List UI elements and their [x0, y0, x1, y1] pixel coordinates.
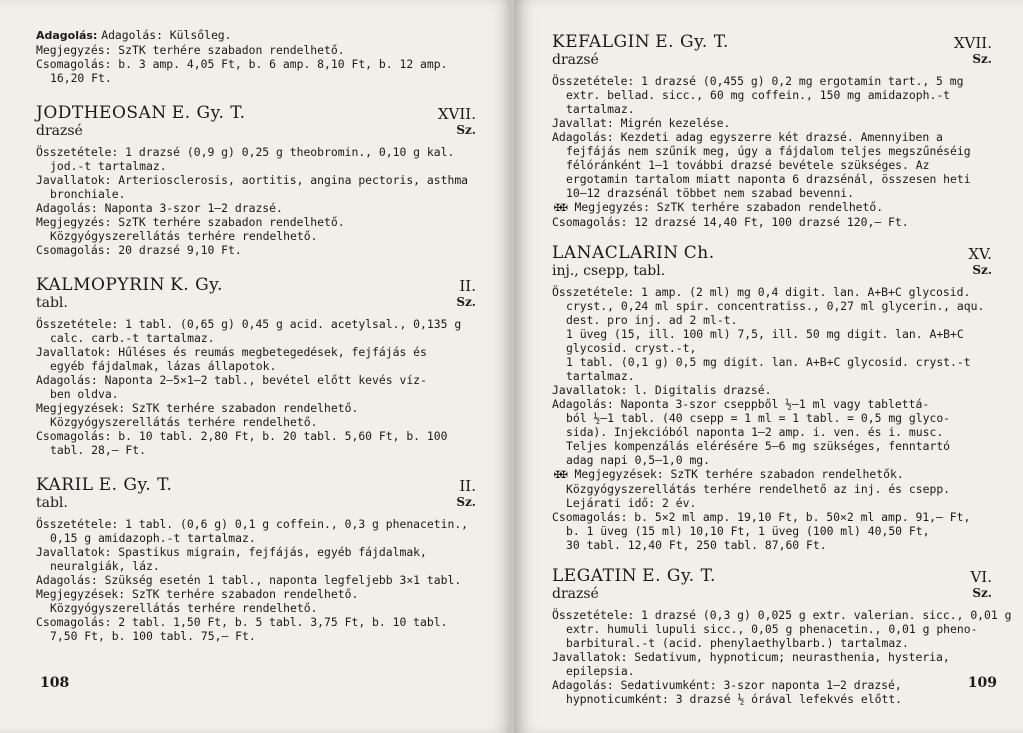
text-line: Csomagolás: 2 tabl. 1,50 Ft, b. 5 tabl. 3,75 Ft, b. 10 tabl.	[36, 615, 448, 629]
drug-group: XV.	[968, 245, 992, 263]
drug-group: XVII.	[953, 34, 992, 52]
drug-group: II.	[459, 277, 476, 295]
drug-form-row	[552, 586, 992, 604]
drug-details	[36, 145, 476, 257]
drug-header	[36, 103, 476, 123]
text-line: Javallatok: Hűléses és reumás megbetegedések, fejfájás és	[36, 345, 427, 359]
text-line: Megjegyzések: SzTK terhére szabadon rendelhető.	[36, 587, 359, 601]
text-line: Csomagolás: b. 3 amp. 4,05 Ft, b. 6 amp. 8,10 Ft, b. 12 amp.	[36, 57, 448, 71]
drug-entry-lanaclarin	[552, 243, 992, 552]
text-line: Csomagolás: b. 10 tabl. 2,80 Ft, b. 20 tabl. 5,60 Ft, b. 100	[36, 429, 448, 443]
drug-name: JODTHEOSAN	[36, 103, 167, 123]
text-line: ben oldva.	[50, 387, 119, 401]
text-line: Lejárati idő: 2 év.	[566, 496, 697, 510]
text-line: Csomagolás: 12 drazsé 14,40 Ft, 100 drazsé 120,— Ft.	[552, 215, 909, 229]
text-line: tartalmaz.	[566, 102, 635, 116]
drug-maker: E. Gy. T.	[642, 566, 716, 586]
drug-header	[552, 243, 992, 263]
text-line: 7,50 Ft, b. 100 tabl. 75,— Ft.	[50, 629, 256, 643]
cross-symbol-icon: ✠✠	[554, 200, 566, 215]
text-line: Adagolás: Szükség esetén 1 tabl., naponta legfeljebb 3×1 tabl.	[36, 573, 462, 587]
drug-entry-kalmopyrin	[36, 275, 476, 457]
text-line: 0,15 g amidazoph.-t tartalmaz.	[50, 531, 256, 545]
text-line: tartalmaz.	[566, 369, 635, 383]
text-line: Javallatok: Sedativum, hypnoticum; neurasthenia, hysteria,	[552, 650, 950, 664]
text-line: jod.-t tartalmaz.	[50, 159, 167, 173]
text-line: b. 1 üveg (15 ml) 10,10 Ft, 1 üveg (100 ml) 40,50 Ft,	[566, 524, 930, 538]
text-line: Adagolás: Adagolás: Külsőleg.	[36, 28, 232, 42]
text-line: ergotamin tartalom miatt naponta 6 drazsénál, összesen heti	[566, 172, 971, 186]
text-line: bronchiale.	[50, 187, 126, 201]
text-line: Csomagolás: 20 drazsé 9,10 Ft.	[36, 243, 242, 257]
drug-header	[36, 275, 476, 295]
text-line: barbitural.-t (acid. phenylaethylbarb.) tartalmaz.	[566, 636, 909, 650]
drug-entry-legatin	[552, 566, 1012, 706]
text-line: epilepsia.	[566, 664, 635, 678]
text-line: Javallatok: Spastikus migrain, fejfájás, egyéb fájdalmak,	[36, 545, 427, 559]
text-line: ból ½—1 tabl. (40 csepp = 1 ml = 1 tabl. = 0,5 mg glyco-	[566, 411, 951, 425]
drug-sz: Sz.	[972, 52, 992, 66]
drug-group: XVII.	[437, 105, 476, 123]
drug-details	[552, 74, 992, 229]
drug-maker: E. Gy. T.	[655, 32, 729, 52]
drug-form: inj., csepp, tabl.	[552, 263, 666, 279]
drug-form-row	[552, 263, 992, 281]
text-line: Teljes kompenzálás elérésére 5—6 mg szükséges, fenntartó	[566, 439, 951, 453]
drug-sz: Sz.	[456, 495, 476, 509]
text-line: Közgyógyszerellátás terhére rendelhető az inj. és csepp.	[566, 482, 951, 496]
text-line: Közgyógyszerellátás terhére rendelhető.	[50, 229, 318, 243]
text-line: Adagolás: Naponta 2—5×1—2 tabl., bevétel előtt kevés víz-	[36, 373, 427, 387]
drug-form: tabl.	[36, 295, 68, 311]
text-line: 1 tabl. (0,1 g) 0,5 mg digit. lan. A+B+C glycosid. cryst.-t	[566, 355, 971, 369]
text-line: Adagolás: Naponta 3-szor 1—2 drazsé.	[36, 201, 283, 215]
left-column	[36, 28, 476, 643]
text-line: neuralgiák, láz.	[50, 559, 160, 573]
text-line: Megjegyzés: SzTK terhére szabadon rendelhető.	[36, 215, 345, 229]
text-line: extr. humuli lupuli sicc., 0,05 g phenacetin., 0,01 g pheno-	[566, 622, 978, 636]
drug-sz: Sz.	[972, 586, 992, 600]
drug-name: KEFALGIN	[552, 32, 651, 52]
text-line: egyéb fájdalmak, lázas állapotok.	[50, 359, 277, 373]
drug-entry-jodtheosan	[36, 103, 476, 257]
text-line: Megjegyzés: SzTK terhére szabadon rendelhető.	[36, 43, 345, 57]
drug-form-row	[552, 52, 992, 70]
page-number-left: 108	[40, 675, 70, 691]
text-line: Javallatok: Arteriosclerosis, aortitis, angina pectoris, asthma	[36, 173, 469, 187]
drug-header	[552, 32, 992, 52]
drug-name: LEGATIN	[552, 566, 638, 586]
drug-details	[552, 608, 1012, 706]
page-number-right: 109	[967, 675, 997, 691]
text-line: sida). Injekcióból naponta 1—2 amp. i. ven. és i. musc.	[566, 425, 944, 439]
text-line: glycosid. cryst.-t,	[566, 341, 697, 355]
text-line: Összetétele: 1 tabl. (0,6 g) 0,1 g coffein., 0,3 g phenacetin.,	[36, 517, 469, 531]
drug-form-row	[36, 295, 476, 313]
text-line: ✠✠ Megjegyzések: SzTK terhére szabadon rendelhetők.	[554, 467, 904, 482]
drug-name: KARIL	[36, 475, 94, 495]
text-line: 16,20 Ft.	[50, 71, 112, 85]
drug-maker: Ch.	[683, 243, 715, 263]
drug-group: VI.	[970, 568, 992, 586]
drug-details	[36, 317, 476, 457]
text-line: Javallatok: l. Digitalis drazsé.	[552, 383, 772, 397]
text-line: Megjegyzések: SzTK terhére szabadon rendelhető.	[36, 401, 359, 415]
text-line: Összetétele: 1 drazsé (0,455 g) 0,2 mg ergotamin tart., 5 mg	[552, 74, 964, 88]
text-line: Összetétele: 1 drazsé (0,3 g) 0,025 g extr. valerian. sicc., 0,01 g	[552, 608, 1012, 622]
drug-form: drazsé	[552, 586, 599, 602]
text-line: Adagolás: Kezdeti adag egyszerre két drazsé. Amennyiben a	[552, 130, 943, 144]
drug-form: drazsé	[552, 52, 599, 68]
text-line: félóránként 1—1 további drazsé bevétele szükséges. Az	[566, 158, 930, 172]
text-line: 30 tabl. 12,40 Ft, 250 tabl. 87,60 Ft.	[566, 538, 827, 552]
drug-sz: Sz.	[972, 263, 992, 277]
drug-entry-kefalgin	[552, 32, 992, 229]
text-line: Adagolás: Sedativumként: 3-szor naponta 1—2 drazsé,	[552, 678, 902, 692]
text-line: dest. pro inj. ad 2 ml-t.	[566, 313, 738, 327]
drug-form: tabl.	[36, 495, 68, 511]
text-line: Összetétele: 1 tabl. (0,65 g) 0,45 g acid. acetylsal., 0,135 g	[36, 317, 462, 331]
text-line: Adagolás: Naponta 3-szor cseppből ½—1 ml vagy tablettá-	[552, 397, 930, 411]
text-line: fejfájás nem szűnik meg, úgy a fájdalom teljes megszűnéséig	[566, 144, 971, 158]
drug-form-row	[36, 495, 476, 513]
drug-name: LANACLARIN	[552, 243, 679, 263]
drug-maker: E. Gy. T.	[98, 475, 173, 495]
text-line: cryst., 0,24 ml spir. concentratiss., 0,27 ml glycerin., aqu.	[566, 299, 985, 313]
drug-maker: E. Gy. T.	[171, 103, 246, 123]
drug-sz: Sz.	[456, 123, 476, 137]
drug-header	[552, 566, 992, 586]
drug-details	[36, 517, 476, 643]
drug-sz: Sz.	[456, 295, 476, 309]
text-line: Közgyógyszerellátás terhére rendelhető.	[50, 601, 318, 615]
drug-name: KALMOPYRIN	[36, 275, 165, 295]
drug-details	[552, 285, 992, 552]
drug-form: drazsé	[36, 123, 83, 139]
drug-group: II.	[459, 477, 476, 495]
text-line: tabl. 28,— Ft.	[50, 443, 147, 457]
right-page	[514, 0, 1023, 733]
text-line: 10—12 drazsénál többet nem szabad bevenni.	[566, 186, 855, 200]
text-line: calc. carb.-t tartalmaz.	[50, 331, 215, 345]
text-line: 1 üveg (15, ill. 100 ml) 7,5, ill. 50 mg digit. lan. A+B+C	[566, 327, 964, 341]
drug-maker: K. Gy.	[170, 275, 223, 295]
right-column	[552, 32, 1012, 706]
text-line: Összetétele: 1 amp. (2 ml) mg 0,4 digit. lan. A+B+C glycosid.	[552, 285, 971, 299]
text-line: Összetétele: 1 drazsé (0,9 g) 0,25 g theobromin., 0,10 g kal.	[36, 145, 455, 159]
cross-symbol-icon: ✠✠	[554, 467, 566, 482]
text-line: Javallat: Migrén kezelése.	[552, 116, 731, 130]
drug-entry-karil	[36, 475, 476, 643]
text-line: ✠✠ Megjegyzés: SzTK terhére szabadon rendelhető.	[554, 200, 884, 215]
text-line: extr. bellad. sicc., 60 mg coffein., 150 mg amidazoph.-t	[566, 88, 951, 102]
text-line: adag napi 0,5—1,0 mg.	[566, 453, 711, 467]
text-line: hypnoticumként: 3 drazsé ½ órával lefekvés előtt.	[566, 692, 903, 706]
drug-header	[36, 475, 476, 495]
text-line: Csomagolás: b. 5×2 ml amp. 19,10 Ft, b. 50×2 ml amp. 91,— Ft,	[552, 510, 971, 524]
text-line: Közgyógyszerellátás terhére rendelhető.	[50, 415, 318, 429]
drug-form-row	[36, 123, 476, 141]
